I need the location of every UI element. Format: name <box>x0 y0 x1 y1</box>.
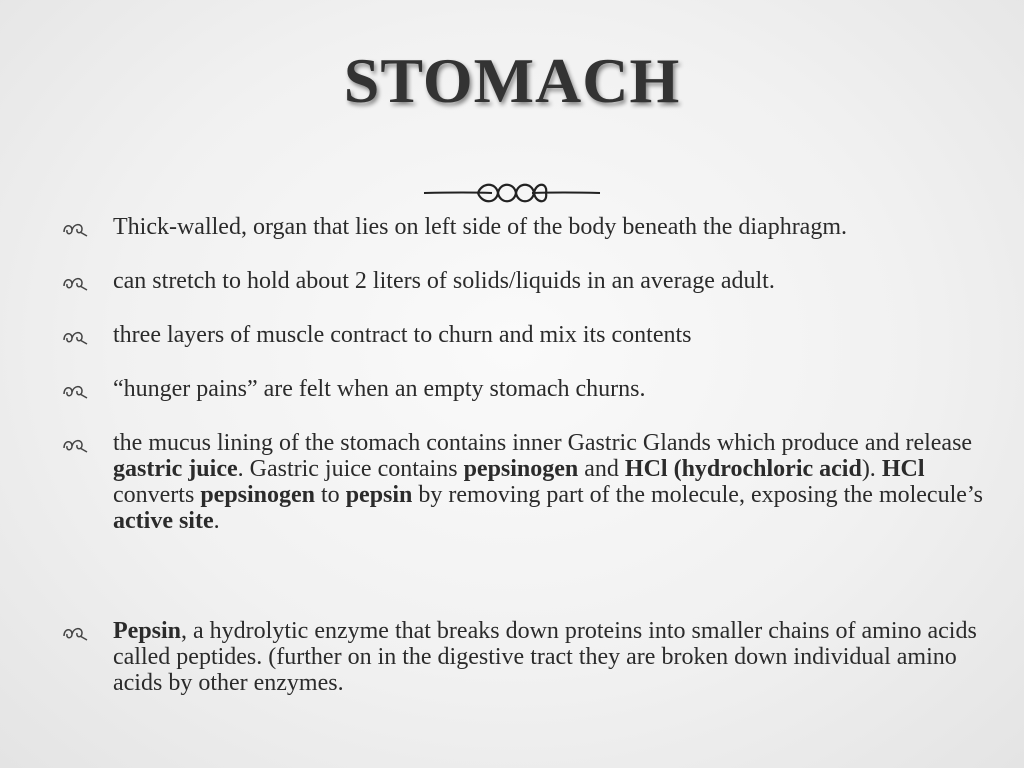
bullet-list <box>62 214 992 696</box>
bullet-text: “hunger pains” are felt when an empty stomach churns. <box>113 376 646 402</box>
bullet-item <box>62 214 992 240</box>
term-pepsinogen: pepsinogen <box>463 456 579 482</box>
double-loop-bullet-icon <box>62 382 88 400</box>
bullet-item <box>62 268 992 294</box>
double-loop-bullet-icon <box>62 328 88 346</box>
bullet-item <box>62 618 992 696</box>
slide-title: STOMACH <box>343 45 681 116</box>
bullet-item <box>62 430 992 534</box>
double-loop-bullet-icon <box>62 436 88 454</box>
term-pepsin: pepsin <box>345 482 413 508</box>
term-active-site: active site <box>113 508 214 534</box>
bullet-item <box>62 376 992 402</box>
term-gastric-juice: gastric juice <box>113 456 238 482</box>
bullet-text: Thick-walled, organ that lies on left side of the body beneath the diaphragm. <box>113 214 848 240</box>
double-loop-bullet-icon <box>62 274 88 292</box>
term-hcl: HCl <box>881 456 925 482</box>
bullet-text: Pepsin, a hydrolytic enzyme that breaks down proteins into smaller chains of amino acids called peptides. (further on in the digestive tract they are broken down individual amino acids by other enzymes. <box>113 618 977 696</box>
double-loop-bullet-icon <box>62 220 88 238</box>
double-loop-bullet-icon <box>62 624 88 642</box>
scroll-ornament-icon <box>422 180 602 206</box>
bullet-text: three layers of muscle contract to churn and mix its contents <box>113 322 692 348</box>
term-pepsin: Pepsin <box>113 618 182 644</box>
bullet-text: the mucus lining of the stomach contains inner Gastric Glands which produce and release gastric juice. Gastric juice contains pepsinogen and HCl (hydrochloric acid). HCl converts pepsinogen to pepsin by removing part of the molecule, exposing the molecule’s active site. <box>113 430 983 534</box>
term-pepsinogen: pepsinogen <box>200 482 316 508</box>
term-hcl-full: HCl (hydrochloric acid <box>624 456 862 482</box>
bullet-text: can stretch to hold about 2 liters of solids/liquids in an average adult. <box>113 268 775 294</box>
bullet-item <box>62 322 992 348</box>
